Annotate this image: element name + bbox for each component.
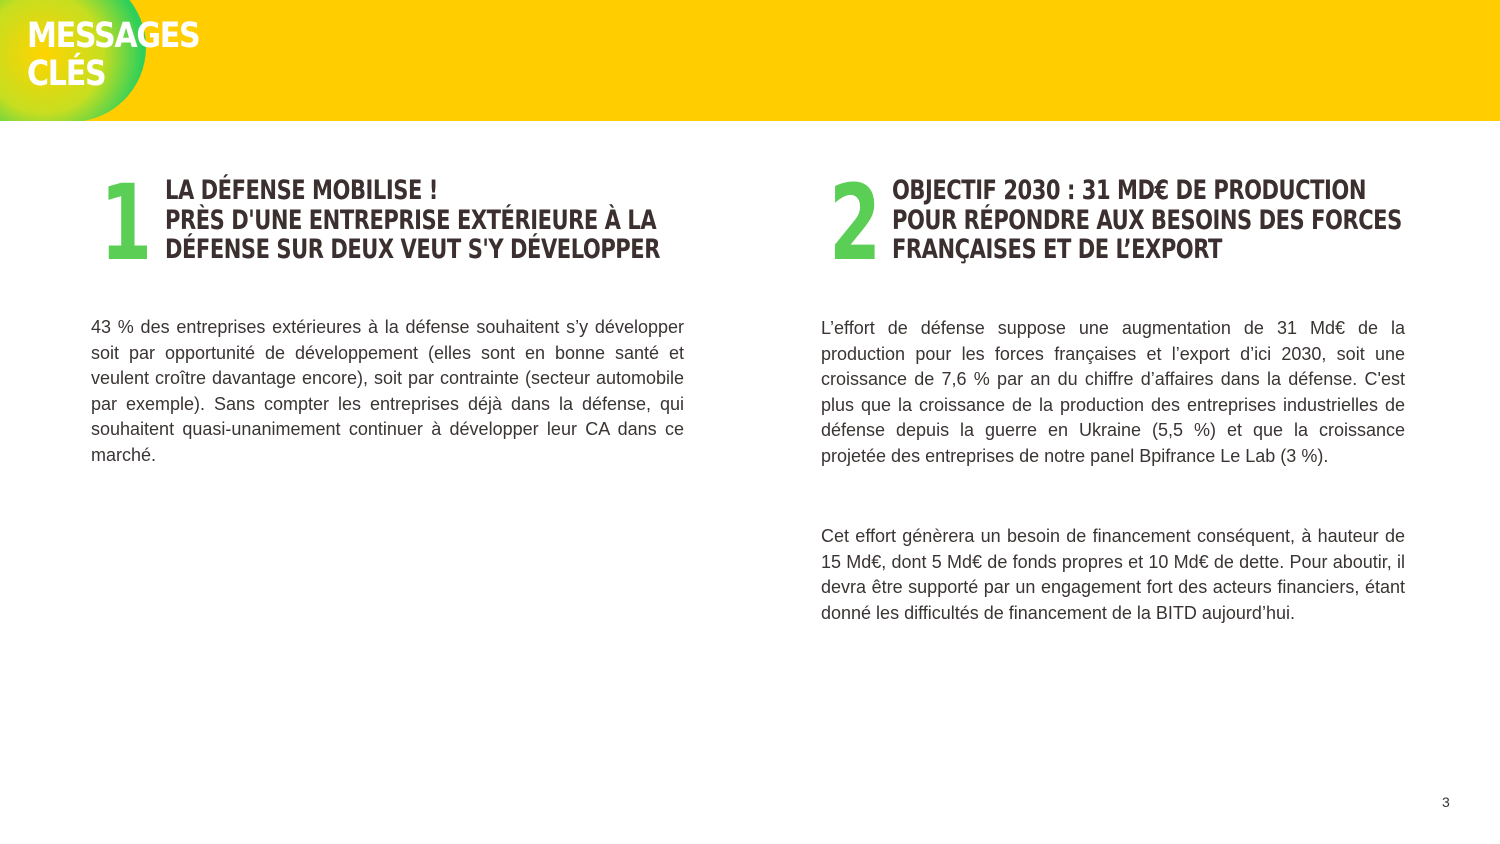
badge-title xyxy=(27,17,199,93)
section-2-heading-line-3: FRANÇAISES ET DE L’EXPORT xyxy=(892,234,1222,265)
section-2-heading-line-2: POUR RÉPONDRE AUX BESOINS DES FORCES xyxy=(892,204,1402,236)
section-2-number: 2 xyxy=(829,162,882,284)
section-1-heading-line-1: LA DÉFENSE MOBILISE ! xyxy=(165,175,438,206)
page-number: 3 xyxy=(1442,794,1450,810)
badge-title-line-2: CLÉS xyxy=(27,54,106,94)
section-2-paragraph-2: Cet effort génèrera un besoin de financement conséquent, à hauteur de 15 Md€, dont 5 Md€ de fonds propres et 10 Md€ de dette. Pour aboutir, il devra être supporté par un engagement fort des acteurs financiers, étant donné les difficultés de financement de la BITD aujourd’hui. xyxy=(821,526,1405,623)
badge-title-line-1: MESSAGES xyxy=(27,16,200,56)
section-2-heading-line-1: OBJECTIF 2030 : 31 MD€ DE PRODUCTION xyxy=(892,175,1366,206)
section-2-paragraph-1: L’effort de défense suppose une augmentation de 31 Md€ de la production pour les forces françaises et l’export d’ici 2030, soit une croissance de 7,6 % par an du chiffre d’affaires dans la défense. C'est plus que la croissance de la production des entreprises industrielles de défense depuis la guerre en Ukraine (5,5 %) et que la croissance projetée des entreprises de notre panel Bpifrance Le Lab (3 %). xyxy=(821,318,1405,466)
header-banner xyxy=(0,0,1500,121)
section-1-number: 1 xyxy=(100,162,153,284)
section-1-heading-line-2: PRÈS D'UNE ENTREPRISE EXTÉRIEURE À LA xyxy=(165,204,657,236)
section-1-heading xyxy=(165,176,660,265)
section-2-heading xyxy=(892,176,1402,265)
section-1-heading-line-3: DÉFENSE SUR DEUX VEUT S'Y DÉVELOPPER xyxy=(165,234,660,265)
section-1-paragraph-1: 43 % des entreprises extérieures à la défense souhaitent s’y développer soit par opportunité de développement (elles sont en bonne santé et veulent croître davantage encore), soit par contrainte (secteur automobile par exemple). Sans compter les entreprises déjà dans la défense, qui souhaitent quasi-unanimement continuer à développer leur CA dans ce marché. xyxy=(91,317,684,465)
